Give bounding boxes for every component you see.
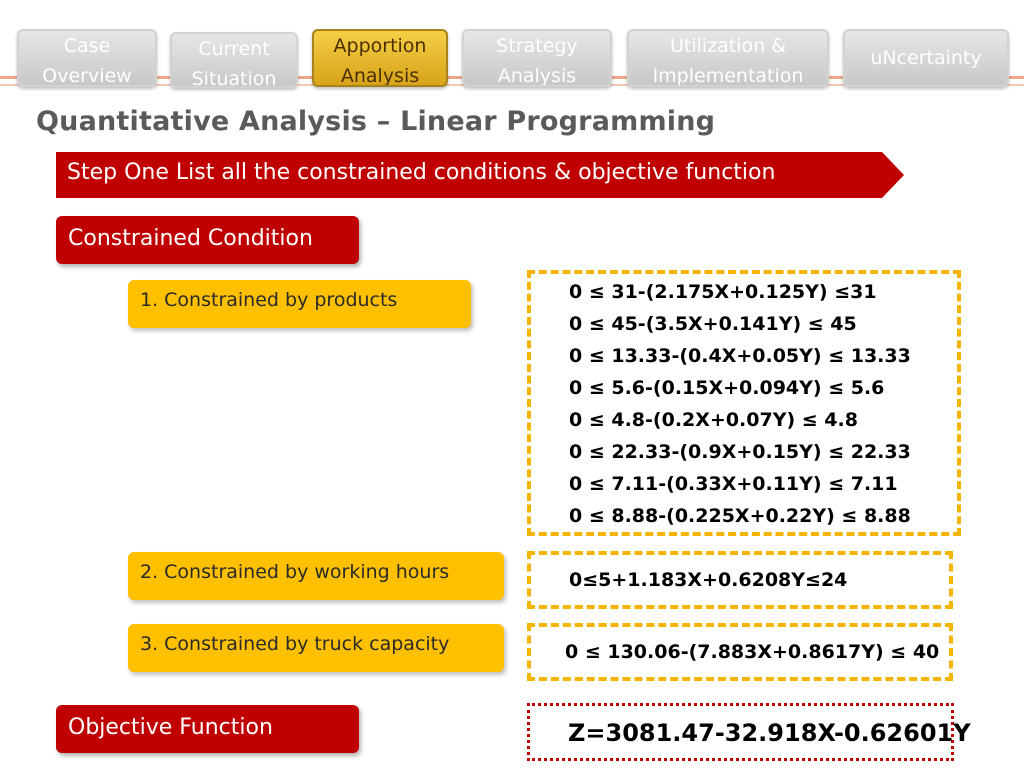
objective-function-heading-text: Objective Function (68, 715, 273, 740)
tab-uncertainty[interactable] (843, 29, 1009, 87)
tab-utilization-implementation[interactable] (627, 29, 829, 87)
truck-capacity-constraint-label (128, 624, 504, 672)
page-title: Quantitative Analysis – Linear Programming (36, 106, 716, 137)
products-equation-list (569, 276, 957, 532)
tab-label: uNcertainty (870, 47, 982, 69)
tab-label: Utilization & Implementation (652, 35, 804, 87)
tab-label: Current Situation (191, 38, 277, 88)
products-constraint-label-text: 1. Constrained by products (140, 289, 398, 311)
equation: 0 ≤ 31-(2.175X+0.125Y) ≤31 (569, 281, 877, 303)
working-hours-equation-box (527, 551, 953, 609)
objective-function-heading (56, 705, 359, 753)
equation: 0 ≤ 7.11-(0.33X+0.11Y) ≤ 7.11 (569, 473, 898, 495)
objective-function-equation: Z=3081.47-32.918X-0.62601Y (568, 719, 971, 747)
truck-capacity-equation-box (527, 623, 953, 681)
tab-current-situation[interactable] (170, 32, 298, 88)
tab-label: Apportion Analysis (333, 35, 427, 87)
equation: 0 ≤ 8.88-(0.225X+0.22Y) ≤ 8.88 (569, 505, 911, 527)
tab-apportion-analysis[interactable] (312, 29, 448, 87)
equation: 0 ≤ 45-(3.5X+0.141Y) ≤ 45 (569, 313, 857, 335)
objective-function-equation-box (527, 703, 971, 761)
equation: 0 ≤ 22.33-(0.9X+0.15Y) ≤ 22.33 (569, 441, 911, 463)
constrained-condition-heading (56, 216, 359, 264)
working-hours-equation: 0≤5+1.183X+0.6208Y≤24 (569, 569, 848, 591)
tab-strategy-analysis[interactable] (462, 29, 612, 87)
truck-capacity-constraint-label-text: 3. Constrained by truck capacity (140, 633, 450, 655)
tab-case-overview[interactable] (17, 29, 157, 87)
tab-label: Strategy Analysis (496, 35, 578, 87)
products-equations-box (527, 270, 961, 536)
tab-label: Case Overview (42, 35, 132, 87)
truck-capacity-equation: 0 ≤ 130.06-(7.883X+0.8617Y) ≤ 40 (565, 641, 940, 663)
equation: 0 ≤ 13.33-(0.4X+0.05Y) ≤ 13.33 (569, 345, 911, 367)
step-banner (56, 152, 904, 198)
equation: 0 ≤ 5.6-(0.15X+0.094Y) ≤ 5.6 (569, 377, 885, 399)
constrained-condition-heading-text: Constrained Condition (68, 226, 313, 251)
step-banner-text: Step One List all the constrained conditions & objective function (67, 160, 776, 185)
equation: 0 ≤ 4.8-(0.2X+0.07Y) ≤ 4.8 (569, 409, 858, 431)
working-hours-constraint-label-text: 2. Constrained by working hours (140, 561, 450, 583)
products-constraint-label (128, 280, 471, 328)
working-hours-constraint-label (128, 552, 504, 600)
